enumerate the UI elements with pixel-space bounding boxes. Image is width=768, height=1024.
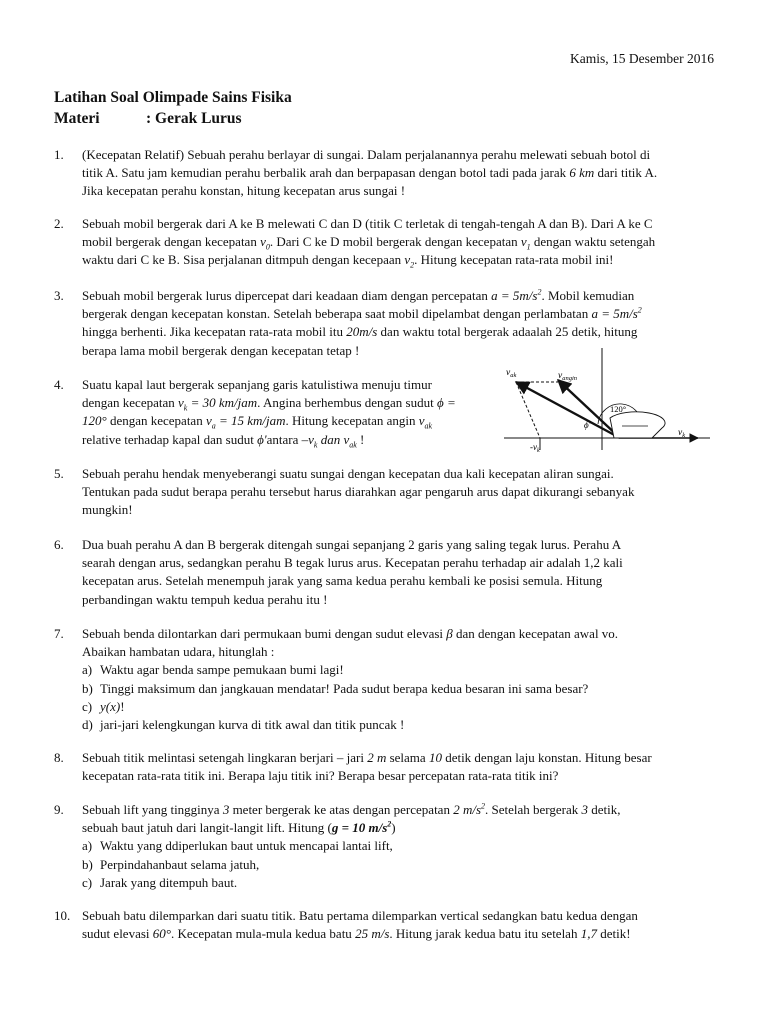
text-run: mungkin! [82, 502, 133, 518]
sub-question [82, 661, 714, 679]
text-run: Jika kecepatan perahu konstan, hitung kecepatan arus sungai ! [82, 183, 406, 199]
math-run: 20m/s [346, 324, 378, 340]
question-line [82, 591, 714, 609]
sub-label: a) [82, 662, 93, 678]
sub-text: Perpindahanbaut selama jatuh, [100, 856, 260, 872]
question-10 [54, 907, 714, 943]
question-number: 4. [54, 377, 64, 392]
document-date: Kamis, 15 Desember 2016 [570, 51, 714, 66]
math-run: 120° [82, 413, 107, 429]
question-line [82, 483, 714, 501]
materi-row [54, 108, 292, 129]
math-run: v [178, 395, 184, 411]
text-run: Sebuah mobil bergerak lurus dipercepat dari keadaan diam dengan percepatan [82, 288, 492, 303]
question-line [82, 251, 714, 269]
question-line [82, 465, 714, 483]
question-number: 2. [54, 216, 64, 231]
text-run: Sebuah batu dilemparkan dari suatu titik. Batu pertama dilemparkan vertical sedangkan batu kedua dengan [82, 908, 638, 923]
sub-text: Jarak yang ditempuh baut. [100, 874, 238, 890]
question-line [82, 501, 714, 519]
text-run: Suatu kapal laut bergerak sepanjang garis katulistiwa menuju timur [82, 377, 432, 392]
question-1 [54, 146, 714, 201]
question-line [82, 907, 714, 925]
math-run: 10 [428, 750, 442, 765]
text-run: detik! [596, 926, 631, 942]
math-run: a = 5m/s [591, 306, 638, 322]
text-run: searah dengan arus, sedangkan perahu B tegak lurus arus. Kecepatan perahu terhadap air adalah 1,2 kali [82, 555, 623, 571]
math-run: v [205, 413, 212, 429]
text-run: berapa lama mobil bergerak dengan kecepatan tetap ! [82, 342, 360, 358]
question-text [82, 215, 714, 270]
question-7 [54, 625, 714, 734]
sub-label: b) [82, 680, 93, 696]
question-number: 8. [54, 750, 64, 765]
text-run: . Hitung kecepatan angin [285, 413, 419, 429]
math-run: g = 10 m/s [331, 820, 388, 836]
sub-label: b) [82, 856, 93, 872]
document-title: Latihan Soal Olimpade Sains Fisika [54, 89, 292, 106]
math-subscript: 1 [526, 242, 531, 252]
text-run: . Angina berhembus dengan sudut [257, 395, 437, 411]
document-title-block [54, 87, 292, 129]
text-run: selama [386, 750, 429, 765]
text-run: Dua buah perahu A dan B bergerak ditengah sungai sepanjang 2 garis yang saling tegak lurus. Perahu A [82, 537, 622, 552]
math-superscript: 2 [387, 819, 392, 829]
question-6 [54, 536, 714, 609]
sub-text: jari-jari kelengkungan kurva di titk awal dan titik puncak ! [100, 717, 405, 733]
math-run: dan v [317, 431, 350, 447]
question-line [82, 749, 714, 767]
text-run: meter bergerak ke atas dengan percepatan [229, 802, 454, 817]
materi-value: : Gerak Lurus [146, 110, 242, 127]
text-run: Sebuah perahu hendak menyeberangi suatu sungai dengan kecepatan dua kali kecepatan aliran sungai. [82, 466, 614, 481]
question-9 [54, 801, 714, 892]
label-v-angin: $v_{angin}$ [558, 371, 578, 382]
math-run: v [308, 431, 314, 447]
question-text [82, 376, 494, 449]
sub-question [82, 680, 714, 698]
question-line [82, 767, 714, 785]
question-text [82, 536, 714, 609]
sub-question [82, 837, 714, 855]
math-run: v [404, 252, 411, 268]
label-neg-v-k: $-v_k$ [530, 442, 540, 454]
question-line [82, 376, 494, 394]
text-run: . Setelah bergerak [485, 802, 582, 817]
text-run: relative terhadap kapal dan sudut [82, 431, 258, 447]
text-run: sudut elevasi [82, 926, 153, 942]
math-subscript: ak [424, 422, 433, 431]
question-4 [54, 376, 494, 449]
math-run: = 30 km/jam [187, 395, 258, 411]
sub-text: Waktu yang ddiperlukan baut untuk mencapai lantai lift, [100, 838, 393, 854]
text-run: dengan kecepatan [106, 413, 206, 429]
text-run: . Dari C ke D mobil bergerak dengan kecepatan [269, 234, 521, 250]
text-run: kecepatan arus. Setelah menempuh jarak yang sama kedua perahu kembali ke posisi semula. Hitung [82, 573, 603, 589]
question-text [82, 801, 714, 892]
question-2 [54, 215, 714, 270]
sub-label: a) [82, 838, 93, 854]
label-v-k: $v_k$ [678, 428, 686, 439]
question-number: 1. [54, 147, 64, 162]
math-subscript: k [183, 403, 188, 413]
text-run: Sebuah titik melintasi setengah lingkaran berjari – jari [82, 750, 368, 765]
question-line [82, 431, 494, 449]
math-run: v [418, 413, 425, 429]
question-8 [54, 749, 714, 785]
text-run: mobil bergerak dengan kecepatan [82, 234, 261, 250]
math-run: 25 m/s [355, 926, 390, 942]
math-run: 60° [152, 926, 171, 942]
text-run: . Kecepatan mula-mula kedua batu [170, 926, 356, 942]
question-line [82, 287, 714, 305]
question-number: 7. [54, 626, 64, 641]
sub-question [82, 698, 714, 716]
question-line [82, 801, 714, 819]
vector-diagram [502, 346, 712, 458]
text-run: detik dengan laju konstan. Hitung besar [441, 750, 652, 765]
text-run: waktu dari C ke B. Sisa perjalanan ditmpuh dengan kecepaan [82, 252, 405, 268]
math-subscript: ak [349, 440, 357, 450]
text-run: dengan kecepatan [82, 395, 179, 411]
text-run: detik, [588, 802, 621, 817]
math-run: 3 [222, 802, 230, 817]
math-run: v [260, 234, 266, 250]
sub-text: ! [120, 698, 125, 714]
text-run: Sebuah lift yang tingginya [82, 802, 223, 817]
question-number: 9. [54, 802, 64, 817]
question-line [82, 819, 714, 837]
text-run: bergerak dengan kecepatan konstan. Setelah beberapa saat mobil dipelambat dengan perlambatan [82, 306, 592, 322]
question-line [82, 146, 714, 164]
question-text [82, 749, 714, 785]
math-run: 2 m/s [453, 802, 482, 817]
sub-question [82, 716, 714, 734]
text-run: dengan waktu setengah [530, 234, 656, 250]
question-number: 5. [54, 466, 64, 481]
question-line [82, 412, 494, 430]
question-line [82, 323, 714, 341]
ship-icon [610, 412, 665, 438]
question-line [82, 554, 714, 572]
question-line [82, 925, 714, 943]
math-run: y(x) [100, 698, 121, 714]
sub-question [82, 874, 714, 892]
text-run: (Kecepatan Relatif) Sebuah perahu berlayar di sungai. Dalam perjalanannya perahu melewati sebuah botol di [82, 147, 651, 162]
math-run: 6 km [569, 165, 595, 181]
label-phi: ϕ' [584, 420, 591, 430]
text-run: . Hitung jarak kedua batu itu setelah [389, 926, 581, 942]
question-number: 6. [54, 537, 64, 552]
label-v-ak: $v_{ak}$ [506, 368, 517, 379]
math-run: = 15 km/jam [215, 413, 286, 429]
question-number: 3. [54, 288, 64, 303]
text-run: ) [391, 820, 396, 836]
question-text [82, 146, 714, 201]
math-subscript: 0 [265, 242, 270, 252]
math-run: ϕ = [436, 395, 456, 411]
question-line [82, 305, 714, 323]
text-run: hingga berhenti. Jika kecepatan rata-rata mobil itu [82, 324, 347, 340]
text-run: Sebuah benda dilontarkan dari permukaan bumi dengan sudut elevasi [82, 626, 447, 641]
text-run: Tentukan pada sudut berapa perahu tersebut harus diarahkan agar pengaruh arus dapat dikurangi sebanyak [82, 484, 635, 500]
question-line [82, 233, 714, 251]
text-run: Sebuah mobil bergerak dari A ke B melewati C dan D (titik C terletak di tengah-tengah A dan B). Dari A ke C [82, 216, 653, 231]
question-line [82, 643, 714, 661]
question-text [82, 465, 714, 520]
math-superscript: 2 [637, 305, 642, 315]
sub-question [82, 856, 714, 874]
question-line [82, 164, 714, 182]
question-line [82, 215, 714, 233]
label-angle: 120° [610, 404, 627, 414]
question-text [82, 625, 714, 734]
sub-text: Waktu agar benda sampe pemukaan bumi lagi! [100, 662, 344, 678]
math-superscript: 2 [537, 287, 542, 297]
text-run: . Hitung kecepatan rata-rata mobil ini! [414, 252, 614, 268]
math-superscript: 2 [481, 801, 486, 811]
sub-label: c) [82, 874, 93, 890]
question-5 [54, 465, 714, 520]
sub-text: Tinggi maksimum dan jangkauan mendatar! Pada sudut berapa kedua besaran ini sama besar? [100, 680, 589, 696]
question-text [82, 907, 714, 943]
text-run: kecepatan rata-rata titik ini. Berapa laju titik ini? Berapa besar percepatan rata-rata titik ini? [82, 768, 559, 784]
text-run: titik A. Satu jam kemudian perahu berbalik arah dan berpapasan dengan botol tadi pada jarak [82, 165, 570, 181]
text-run: . Mobil kemudian [541, 288, 635, 303]
sub-label: d) [82, 717, 93, 733]
dashed-link [516, 382, 540, 438]
text-run: ! [356, 431, 365, 447]
text-run: perbandingan waktu tempuh kedua perahu itu ! [82, 591, 328, 607]
math-run: ϕ' [257, 431, 267, 447]
text-run: dan dengan kecepatan awal vo. [452, 626, 619, 641]
text-run: dan waktu total bergerak adaalah 25 detik, hitung [377, 324, 638, 340]
question-line [82, 394, 494, 412]
math-run: v [520, 234, 527, 250]
question-line [82, 536, 714, 554]
math-subscript: 2 [410, 261, 415, 270]
math-run: 2 m [367, 750, 387, 765]
math-run: 3 [581, 802, 589, 817]
materi-label: Materi [54, 110, 100, 127]
question-line [82, 625, 714, 643]
text-run: sebuah baut jatuh dari langit-langit lift. Hitung ( [82, 820, 332, 836]
text-run: antara – [266, 431, 309, 447]
math-run: β [446, 626, 453, 641]
math-subscript: k [313, 440, 318, 450]
text-run: dari titik A. [594, 165, 658, 181]
question-number: 10. [54, 908, 71, 923]
question-line [82, 572, 714, 590]
question-line [82, 182, 714, 200]
math-subscript: a [211, 422, 216, 431]
math-run: 1,7 [580, 926, 597, 942]
text-run: Abaikan hambatan udara, hitunglah : [82, 644, 275, 660]
math-run: a = 5m/s [491, 288, 538, 303]
sub-label: c) [82, 698, 93, 714]
